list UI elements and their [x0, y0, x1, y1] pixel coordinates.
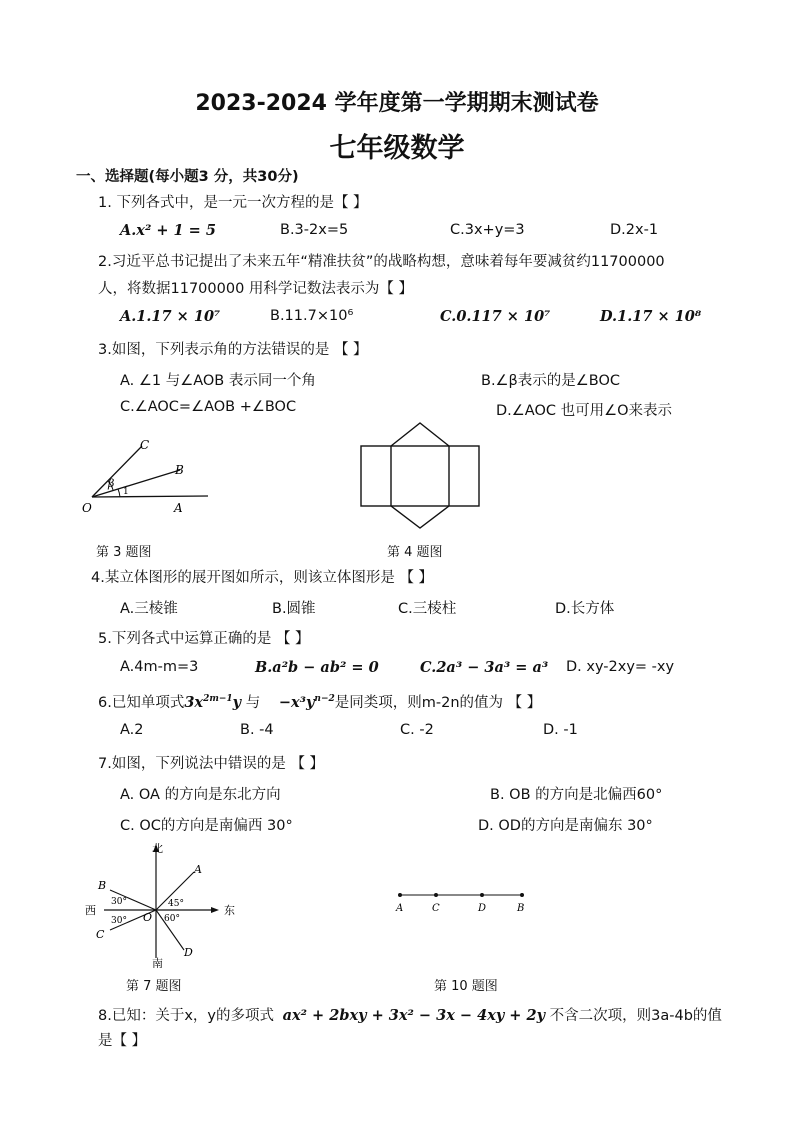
figure-3-caption: 第 3 题图 [96, 545, 152, 560]
label-a: A [194, 863, 202, 876]
label-d: D [478, 903, 487, 914]
question-6-option-c: C. -2 [400, 722, 434, 738]
question-4-option-b: B.圆锥 [272, 601, 316, 617]
label-a: A [396, 903, 404, 914]
question-5-stem: 5.下列各式中运算正确的是 【 】 [98, 631, 310, 647]
question-4-stem: 4.某立体图形的展开图如所示，则该立体图形是 【 】 [91, 570, 434, 586]
figure-4-caption: 第 4 题图 [387, 545, 443, 560]
question-1-option-b: B.3-2x=5 [280, 222, 349, 238]
question-8-stem-line2: 是【 】 [98, 1033, 147, 1049]
question-1-option-c: C.3x+y=3 [450, 222, 525, 238]
question-8-stem [98, 1004, 722, 1025]
figure-10-segment-diagram [392, 885, 532, 915]
point-b [520, 893, 524, 897]
net-outer-rect [361, 446, 479, 506]
figure-4-prism-net [358, 420, 484, 532]
question-5-option-a: A.4m-m=3 [120, 659, 199, 675]
label-angle-1: 1 [123, 487, 129, 497]
east-arrowhead [211, 907, 219, 913]
question-6-option-a: A.2 [120, 722, 144, 738]
question-2-option-c: C.0.117 × 10⁷ [440, 308, 551, 325]
net-bottom-triangle [391, 506, 449, 528]
point-c [434, 893, 438, 897]
question-8-stem-a: 8.已知：关于x，y的多项式 [98, 1008, 274, 1024]
question-1-stem: 1. 下列各式中，是一元一次方程的是【 】 [98, 195, 368, 211]
question-4-option-a: A.三棱锥 [120, 601, 178, 617]
label-c: C [432, 903, 440, 914]
figure-10-caption: 第 10 题图 [434, 979, 498, 994]
label-c: C [140, 438, 150, 452]
exam-title: 2023-2024 学年度第一学期期末测试卷 [195, 91, 599, 116]
question-7-stem: 7.如图，下列说法中错误的是 【 】 [98, 756, 325, 772]
question-3-option-d: D.∠AOC 也可用∠O来表示 [496, 403, 672, 419]
question-5-option-b: B.a²b − ab² = 0 [255, 659, 379, 676]
label-east: 东 [224, 904, 235, 917]
question-6-stem [98, 691, 541, 712]
question-6-option-b: B. -4 [240, 722, 274, 738]
question-4-option-c: C.三棱柱 [398, 601, 457, 617]
angle-30-top-label: 30° [111, 897, 127, 907]
question-6-stem-b: 与 [245, 695, 261, 711]
question-6-monomial-1 [184, 694, 241, 711]
point-a [398, 893, 402, 897]
angle-45-label: 45° [168, 899, 184, 909]
label-d: D [184, 946, 193, 959]
question-6-monomial-2 [279, 694, 335, 711]
figure-7-compass-diagram [82, 838, 242, 968]
label-a: A [174, 501, 183, 515]
question-3-option-c: C.∠AOC=∠AOB +∠BOC [120, 399, 297, 415]
question-4-option-d: D.长方体 [555, 601, 615, 617]
question-2-option-b: B.11.7×10⁶ [270, 308, 354, 324]
monomial-1-base: 3x [184, 694, 204, 711]
question-7-option-d: D. OD的方向是南偏东 30° [478, 818, 653, 834]
question-7-option-b: B. OB 的方向是北偏西60° [490, 787, 663, 803]
question-8-stem-b: 不含二次项，则3a-4b的值 [549, 1008, 722, 1024]
question-1-option-a: A.x² + 1 = 5 [120, 222, 216, 239]
point-d [480, 893, 484, 897]
angle-60-label: 60° [164, 914, 180, 924]
question-2-stem-line2: 人，将数据11700000 用科学记数法表示为【 】 [98, 281, 414, 297]
label-b: B [98, 879, 107, 892]
question-5-option-d: D. xy-2xy= -xy [566, 659, 675, 675]
question-3-stem: 3.如图，下列表示角的方法错误的是 【 】 [98, 342, 368, 358]
figure-7-caption: 第 7 题图 [126, 979, 182, 994]
label-south: 南 [152, 957, 163, 968]
question-8-polynomial: ax² + 2bxy + 3x² − 3x − 4xy + 2y [282, 1007, 546, 1024]
label-west: 西 [85, 904, 96, 917]
question-1-option-d: D.2x-1 [610, 222, 659, 238]
question-7-option-c: C. OC的方向是南偏西 30° [120, 818, 293, 834]
figure-3-angle-diagram [80, 432, 210, 522]
label-o: O [82, 501, 92, 515]
question-3-option-b: B.∠β表示的是∠BOC [481, 373, 621, 389]
section-heading: 一、选择题(每小题3 分，共30分) [76, 169, 299, 185]
question-2-option-d: D.1.17 × 10⁸ [600, 308, 702, 325]
question-6-stem-a: 6.已知单项式 [98, 695, 185, 711]
exam-subject-title: 七年级数学 [329, 133, 465, 164]
label-b: B [175, 463, 184, 477]
monomial-1-exponent: 2m−1 [203, 694, 233, 705]
monomial-2-base: −x³y [278, 694, 315, 711]
monomial-2-exponent: n−2 [314, 694, 335, 705]
question-6-option-d: D. -1 [543, 722, 578, 738]
label-o: O [143, 911, 153, 924]
label-b: B [517, 903, 525, 914]
label-beta: β [108, 477, 115, 490]
question-2-option-a: A.1.17 × 10⁷ [120, 308, 221, 325]
question-7-option-a: A. OA 的方向是东北方向 [120, 787, 281, 803]
angle-1-arc [118, 489, 120, 497]
label-north: 北 [152, 842, 163, 855]
net-top-triangle [391, 423, 449, 446]
angle-30-bottom-label: 30° [111, 916, 127, 926]
monomial-1-tail: y [232, 694, 242, 711]
question-5-option-c: C.2a³ − 3a³ = a³ [420, 659, 549, 676]
question-2-stem-line1: 2.习近平总书记提出了未来五年“精准扶贫”的战略构想，意味着每年要减贫约11700000 [98, 254, 665, 270]
question-3-option-a: A. ∠1 与∠AOB 表示同一个角 [120, 373, 316, 389]
label-c: C [96, 928, 105, 941]
ray-oa [92, 496, 208, 497]
question-6-stem-c: 是同类项，则m-2n的值为 【 】 [334, 695, 542, 711]
